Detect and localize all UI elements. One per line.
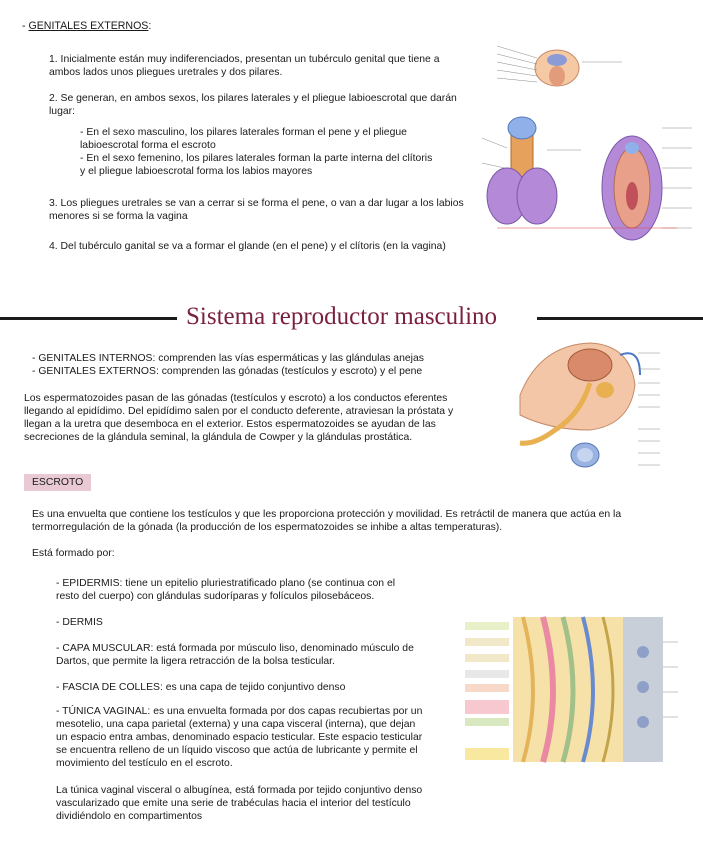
capa-muscular: - CAPA MUSCULAR: está formada por músculo liso, denominado músculo de Dartos, que permite la ligera retracción de la bolsa testicular. <box>56 643 414 667</box>
escroto-badge: ESCROTO <box>24 474 91 491</box>
heading-text: GENITALES EXTERNOS <box>28 20 149 32</box>
paragraph-1: 1. Inicialmente están muy indiferenciados, presentan un tubérculo genital que tiene a ambos lados unos pliegues uretrales y dos pilares. <box>49 54 440 78</box>
section-heading-genitales-externos <box>22 20 151 33</box>
paragraph-2-femenino: - En el sexo femenino, los pilares laterales forman la parte interna del clítoris y el pliegue labioescrotal forma los labios mayores <box>80 153 433 177</box>
title-rule-right <box>537 317 703 320</box>
capa-dermis: - DERMIS <box>56 617 103 628</box>
paragraph-4: 4. Del tubérculo ganital se va a formar el glande (en el pene) y el clítoris (en la vagina) <box>49 241 446 252</box>
capa-epidermis: - EPIDERMIS: tiene un epitelio pluriestratificado plano (se continua con el resto del cuerpo) con glándulas sudoríparas y folículos pilosebáceos. <box>56 578 396 602</box>
heading-suffix: : <box>148 20 152 32</box>
escroto-definition: Es una envuelta que contiene los testículos y que les proporciona protección y movilidad. Es retráctil de manera que actúa en la termorregulación de la gónada (la producción de los espermatozoides se inhibe a altas temperaturas). <box>32 509 622 533</box>
paragraph-2: 2. Se generan, en ambos sexos, los pilares laterales y el pliegue labioescrotal que darán lugar: <box>49 93 457 117</box>
genital-development-figure <box>477 38 699 260</box>
capa-fascia-colles: - FASCIA DE COLLES: es una capa de tejido conjuntivo denso <box>56 682 346 693</box>
tunica-albuginea: La túnica vaginal visceral o albugínea, está formada por tejido conjuntivo denso vascularizado que emite una serie de trabéculas hacia el interior del testículo dividiéndolo en compartimentos <box>56 785 423 822</box>
genitales-externos-line: - GENITALES EXTERNOS: comprenden las gónadas (testículos y escroto) y el pene <box>32 366 423 377</box>
page-title: Sistema reproductor masculino <box>186 303 498 330</box>
heading-prefix: - <box>22 20 29 32</box>
formado-por: Está formado por: <box>32 548 115 559</box>
title-rule-left <box>0 317 177 320</box>
male-reproductive-figure <box>510 335 700 470</box>
scrotal-layers-figure <box>463 612 698 767</box>
capa-tunica-vaginal: - TÚNICA VAGINAL: es una envuelta formada por dos capas recubiertas por un mesotelio, una capa parietal (externa) y una capa visceral (interna), que dejan un espacio entra ambas, denominado espacio testicular. Este espacio testicular se encuentra relleno de un líquido viscoso que actúa de lubricante y permite el movimiento del testículo en el escroto. <box>56 706 423 769</box>
espermatozoides-paragraph: Los espermatozoides pasan de las gónadas (testículos y escroto) a los conductos eferentes llegando al epidídimo. Del epidídimo salen por el conducto deferente, atraviesan la próstata y llegan a la uretra que desemboca en el exterior. Estos espermatozoides se ayudan de las secreciones de la glándula seminal, la glándula de Cowper y la glándulas prostática. <box>24 393 454 443</box>
genitales-internos-line: - GENITALES INTERNOS: comprenden las vías espermáticas y las glándulas anejas <box>32 353 424 364</box>
section-title-banner <box>0 302 703 334</box>
paragraph-3: 3. Los pliegues uretrales se van a cerrar si se forma el pene, o van a dar lugar a los labios menores si se forma la vagina <box>49 198 464 222</box>
paragraph-2-masculino: - En el sexo masculino, los pilares laterales forman el pene y el pliegue labioescrotal forma el escroto <box>80 127 407 151</box>
